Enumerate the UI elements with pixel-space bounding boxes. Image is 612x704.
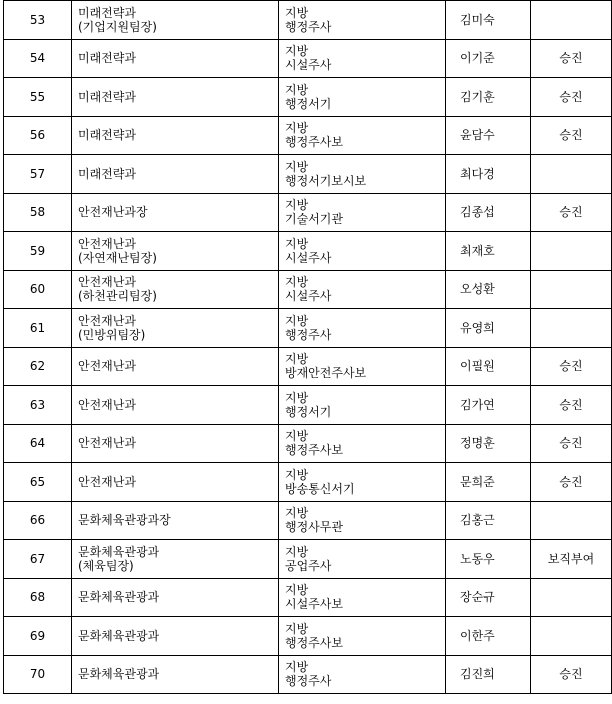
grade-line: 지방 <box>285 275 309 290</box>
department-cell <box>72 116 279 155</box>
grade-line: 행정서기 <box>285 96 332 111</box>
department-line: 안전재난과 <box>78 474 136 489</box>
row-number-cell: 58 <box>4 193 72 232</box>
row-number-cell: 68 <box>4 578 72 617</box>
department-cell <box>72 78 279 117</box>
department-line: 안전재난과 <box>78 436 136 451</box>
table-row <box>4 116 612 155</box>
department-line: 문화체육관광과장 <box>78 513 171 528</box>
department-cell <box>72 270 279 309</box>
department-line: 미래전략과 <box>78 51 136 66</box>
department-line: 안전재난과 <box>78 397 136 412</box>
row-number-cell: 55 <box>4 78 72 117</box>
grade-line: 지방 <box>285 352 309 367</box>
grade-line: 행정서기 <box>285 404 332 419</box>
department-line: 안전재난과 <box>78 275 136 290</box>
name-cell: 이필원 <box>446 347 531 386</box>
department-cell <box>72 540 279 579</box>
grade-cell <box>279 78 446 117</box>
grade-line: 행정사무관 <box>285 520 343 535</box>
grade-line: 지방 <box>285 506 309 521</box>
row-number-cell: 53 <box>4 1 72 40</box>
row-number-cell: 69 <box>4 617 72 656</box>
row-number-cell: 59 <box>4 232 72 271</box>
name-cell: 정명훈 <box>446 424 531 463</box>
grade-cell <box>279 1 446 40</box>
grade-line: 지방 <box>285 44 309 59</box>
name-cell: 김미숙 <box>446 1 531 40</box>
note-cell <box>531 309 612 348</box>
grade-line: 지방 <box>285 544 309 559</box>
table-row <box>4 386 612 425</box>
grade-cell <box>279 501 446 540</box>
table-row <box>4 270 612 309</box>
grade-cell <box>279 424 446 463</box>
grade-line: 행정주사보 <box>285 135 343 150</box>
grade-cell <box>279 116 446 155</box>
table-row <box>4 655 612 694</box>
note-cell: 승진 <box>531 78 612 117</box>
table-row <box>4 155 612 194</box>
department-cell <box>72 501 279 540</box>
grade-line: 지방 <box>285 121 309 136</box>
department-line: 미래전략과 <box>78 5 136 20</box>
row-number-cell: 57 <box>4 155 72 194</box>
name-cell: 이한주 <box>446 617 531 656</box>
grade-line: 시설주사 <box>285 58 332 73</box>
grade-line: 지방 <box>285 390 309 405</box>
grade-line: 행정주사보 <box>285 635 343 650</box>
table-row <box>4 501 612 540</box>
table-row <box>4 617 612 656</box>
grade-line: 행정주사보 <box>285 443 343 458</box>
note-cell: 승진 <box>531 39 612 78</box>
name-cell: 김홍근 <box>446 501 531 540</box>
grade-line: 시설주사보 <box>285 597 343 612</box>
grade-line: 행정주사 <box>285 19 332 34</box>
department-line: (기업지원팀장) <box>78 19 157 34</box>
grade-cell <box>279 617 446 656</box>
grade-cell <box>279 463 446 502</box>
row-number-cell: 62 <box>4 347 72 386</box>
table-row <box>4 78 612 117</box>
row-number-cell: 65 <box>4 463 72 502</box>
grade-line: 지방 <box>285 5 309 20</box>
grade-line: 방재안전주사보 <box>285 366 367 381</box>
note-cell: 승진 <box>531 386 612 425</box>
department-line: 문화체육관광과 <box>78 590 160 605</box>
name-cell: 문희준 <box>446 463 531 502</box>
note-cell <box>531 270 612 309</box>
department-cell <box>72 463 279 502</box>
grade-cell <box>279 193 446 232</box>
department-cell <box>72 39 279 78</box>
department-cell <box>72 386 279 425</box>
grade-line: 행정서기보시보 <box>285 173 367 188</box>
name-cell: 김기훈 <box>446 78 531 117</box>
note-cell <box>531 155 612 194</box>
grade-line: 지방 <box>285 621 309 636</box>
department-line: 문화체육관광과 <box>78 544 160 559</box>
table-row <box>4 578 612 617</box>
note-cell: 승진 <box>531 116 612 155</box>
grade-cell <box>279 155 446 194</box>
note-cell <box>531 501 612 540</box>
department-cell <box>72 655 279 694</box>
grade-cell <box>279 347 446 386</box>
department-line: 안전재난과 <box>78 313 136 328</box>
note-cell <box>531 1 612 40</box>
grade-line: 공업주사 <box>285 558 332 573</box>
table-row <box>4 424 612 463</box>
department-cell <box>72 578 279 617</box>
row-number-cell: 70 <box>4 655 72 694</box>
department-line: 미래전략과 <box>78 128 136 143</box>
grade-cell <box>279 386 446 425</box>
table-row <box>4 540 612 579</box>
grade-line: 시설주사 <box>285 289 332 304</box>
grade-cell <box>279 540 446 579</box>
grade-line: 지방 <box>285 313 309 328</box>
row-number-cell: 54 <box>4 39 72 78</box>
table-row <box>4 232 612 271</box>
grade-line: 시설주사 <box>285 250 332 265</box>
department-line: 안전재난과장 <box>78 205 148 220</box>
department-line: (체육팀장) <box>78 558 134 573</box>
note-cell: 승진 <box>531 347 612 386</box>
name-cell: 이기준 <box>446 39 531 78</box>
grade-line: 지방 <box>285 467 309 482</box>
name-cell: 장순규 <box>446 578 531 617</box>
grade-line: 행정주사 <box>285 674 332 689</box>
name-cell: 오성환 <box>446 270 531 309</box>
table-row <box>4 463 612 502</box>
personnel-roster-table <box>3 0 612 694</box>
department-cell <box>72 1 279 40</box>
name-cell: 최다경 <box>446 155 531 194</box>
department-line: (민방위팀장) <box>78 327 146 342</box>
table-row <box>4 39 612 78</box>
grade-line: 방송통신서기 <box>285 481 355 496</box>
row-number-cell: 66 <box>4 501 72 540</box>
grade-cell <box>279 232 446 271</box>
grade-cell <box>279 39 446 78</box>
grade-cell <box>279 270 446 309</box>
table-row <box>4 347 612 386</box>
row-number-cell: 60 <box>4 270 72 309</box>
name-cell: 노동우 <box>446 540 531 579</box>
table-row <box>4 193 612 232</box>
department-cell <box>72 309 279 348</box>
note-cell <box>531 578 612 617</box>
name-cell: 유영희 <box>446 309 531 348</box>
row-number-cell: 64 <box>4 424 72 463</box>
note-cell: 승진 <box>531 193 612 232</box>
department-cell <box>72 232 279 271</box>
row-number-cell: 63 <box>4 386 72 425</box>
grade-line: 기술서기관 <box>285 212 343 227</box>
department-cell <box>72 424 279 463</box>
note-cell: 보직부여 <box>531 540 612 579</box>
note-cell <box>531 617 612 656</box>
roster-body <box>4 1 612 694</box>
name-cell: 윤담수 <box>446 116 531 155</box>
department-line: (하천관리팀장) <box>78 289 157 304</box>
note-cell: 승진 <box>531 424 612 463</box>
department-line: 안전재난과 <box>78 359 136 374</box>
name-cell: 김종섭 <box>446 193 531 232</box>
department-line: 문화체육관광과 <box>78 628 160 643</box>
name-cell: 김가연 <box>446 386 531 425</box>
note-cell: 승진 <box>531 463 612 502</box>
grade-line: 지방 <box>285 660 309 675</box>
grade-cell <box>279 309 446 348</box>
grade-line: 지방 <box>285 82 309 97</box>
department-line: 안전재난과 <box>78 236 136 251</box>
name-cell: 김진희 <box>446 655 531 694</box>
department-line: 문화체육관광과 <box>78 667 160 682</box>
name-cell: 최재호 <box>446 232 531 271</box>
grade-line: 지방 <box>285 159 309 174</box>
grade-line: 행정주사 <box>285 327 332 342</box>
note-cell <box>531 232 612 271</box>
row-number-cell: 67 <box>4 540 72 579</box>
department-line: (자연재난팀장) <box>78 250 157 265</box>
grade-cell <box>279 655 446 694</box>
department-cell <box>72 617 279 656</box>
department-line: 미래전략과 <box>78 89 136 104</box>
row-number-cell: 61 <box>4 309 72 348</box>
grade-cell <box>279 578 446 617</box>
grade-line: 지방 <box>285 583 309 598</box>
note-cell: 승진 <box>531 655 612 694</box>
grade-line: 지방 <box>285 198 309 213</box>
grade-line: 지방 <box>285 429 309 444</box>
department-cell <box>72 155 279 194</box>
department-line: 미래전략과 <box>78 166 136 181</box>
row-number-cell: 56 <box>4 116 72 155</box>
table-row <box>4 309 612 348</box>
department-cell <box>72 347 279 386</box>
table-row <box>4 1 612 40</box>
grade-line: 지방 <box>285 236 309 251</box>
department-cell <box>72 193 279 232</box>
